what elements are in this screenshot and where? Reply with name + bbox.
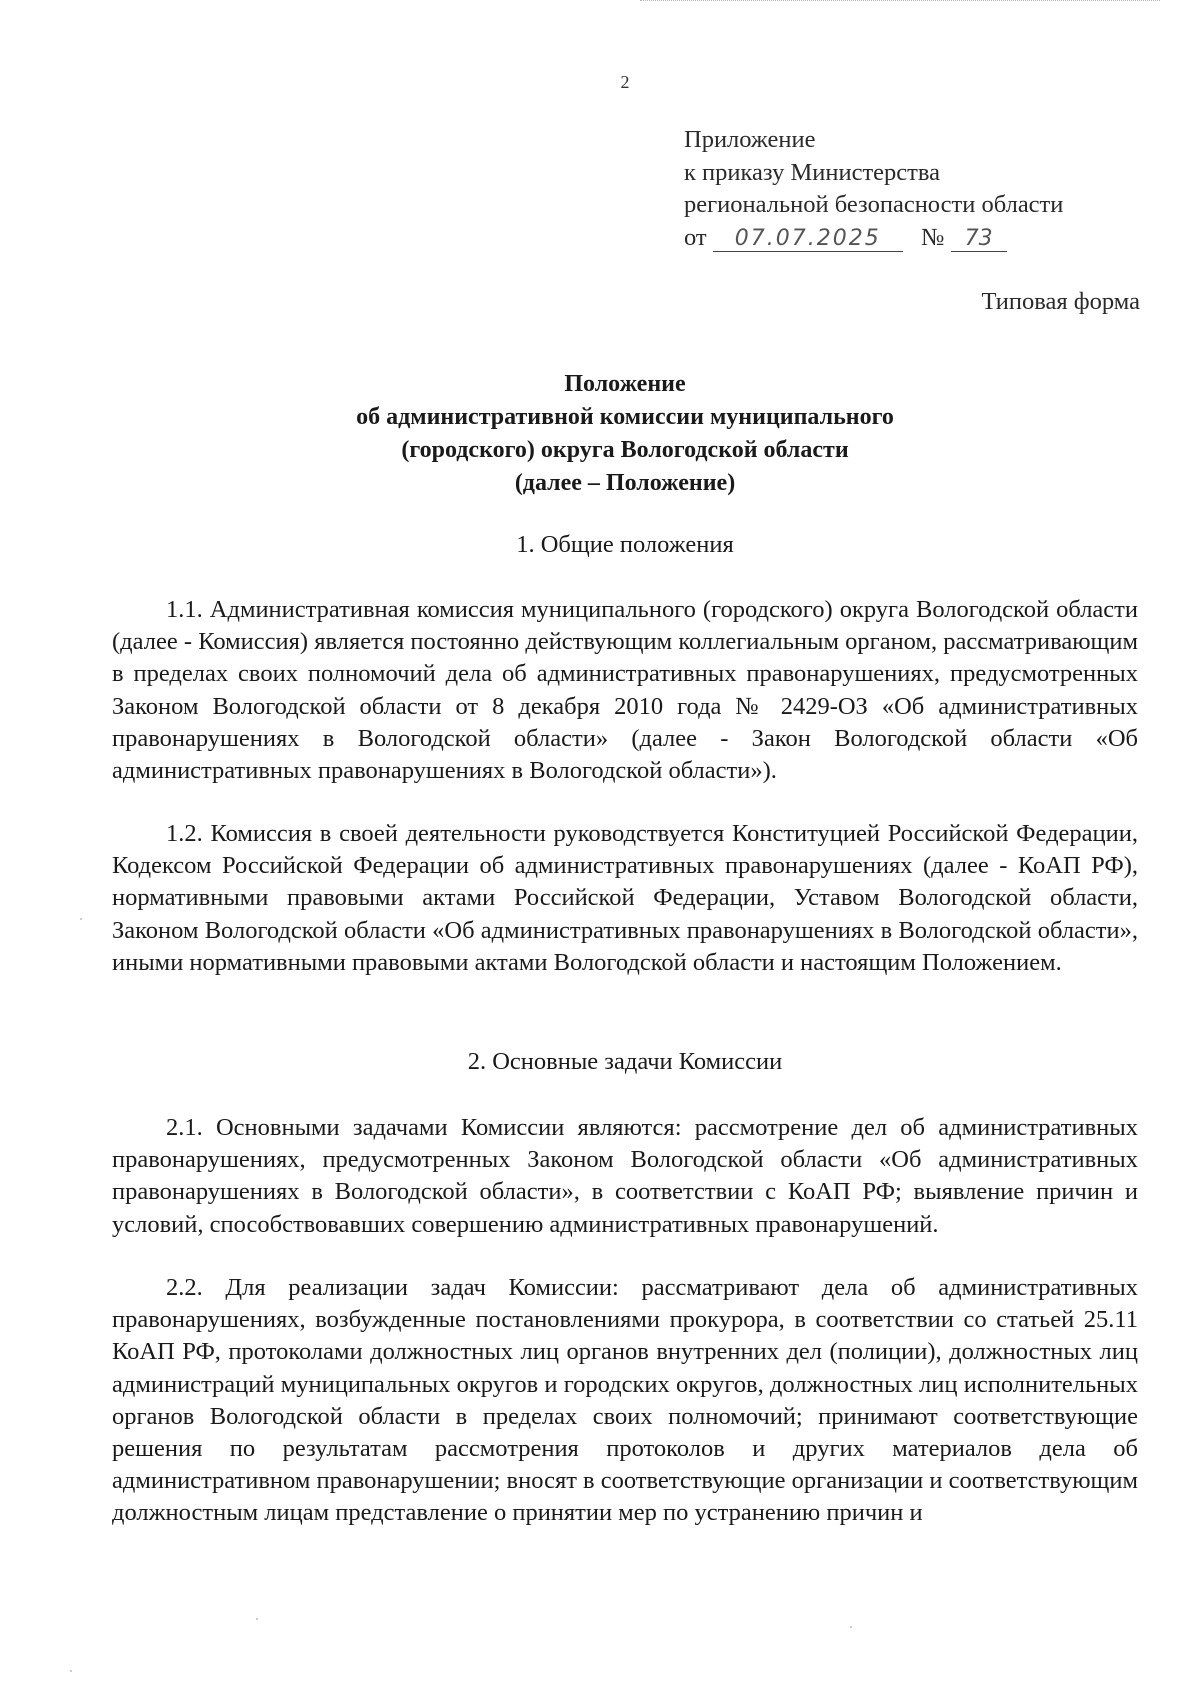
- scan-speck: [70, 1670, 72, 1672]
- appendix-title: Приложение: [684, 126, 816, 153]
- title-line-3: (городского) округа Вологодской области: [401, 437, 849, 463]
- section-1-heading: 1. Общие положения: [516, 531, 734, 558]
- appendix-date-line: [684, 222, 1063, 255]
- paragraph-2-1: 2.1. Основными задачами Комиссии являются: рассмотрение дел об административных правонарушениях, предусмотренных Законом Вологодской области «Об административных правонарушениях в Вологодской области», в соответствии с КоАП РФ; выявление причин и условий, способствовавших совершению административных правонарушений.: [112, 1114, 1138, 1238]
- scan-speck: [80, 918, 82, 920]
- handwritten-date: 07.07.2025: [713, 227, 903, 252]
- scan-speck: [850, 1626, 852, 1628]
- handwritten-number: 73: [951, 227, 1007, 252]
- section-2-heading: 2. Основные задачи Комиссии: [467, 1048, 783, 1075]
- title-line-4: (далее – Положение): [514, 470, 736, 496]
- appendix-block: [684, 124, 1063, 254]
- title-line-2: об административной комиссии муниципального: [356, 404, 894, 430]
- paragraph-1-2: 1.2. Комиссия в своей деятельности руководствуется Конституцией Российской Федерации, Кодексом Российской Федерации об административных правонарушениях (далее - КоАП РФ), нормативными правовыми актами Российской Федерации, Уставом Вологодской области, Законом Вологодской области «Об административных правонарушениях в Вологодской области», иными нормативными правовыми актами Вологодской области и настоящим Положением.: [112, 820, 1138, 976]
- scan-speck: [256, 1618, 258, 1620]
- paragraph-2-2: 2.2. Для реализации задач Комиссии: рассматривают дела об административных правонарушениях, возбужденные постановлениями прокурора, в соответствии со статьей 25.11 КоАП РФ, протоколами должностных лиц органов внутренних дел (полиции), должностных лиц администраций муниципальных округов и городских округов, должностных лиц исполнительных органов Вологодской области в пределах своих полномочий; принимают соответствующие решения по результатам рассмотрения протоколов и других материалов дела об административном правонарушении; вносят в соответствующие организации и соответствующим должностным лицам представление о принятии мер по устранению причин и: [112, 1274, 1138, 1527]
- page-number: 2: [620, 72, 630, 92]
- title-line-1: Положение: [564, 371, 686, 397]
- form-type-label: Типовая форма: [981, 288, 1140, 315]
- appendix-order-ref: к приказу Министерства: [684, 158, 940, 186]
- date-prefix: от: [684, 223, 707, 251]
- paragraph-1-1: 1.1. Административная комиссия муниципального (городского) округа Вологодской области (далее - Комиссия) является постоянно действующим коллегиальным органом, рассматривающим в пределах своих полномочий дела об административных правонарушениях, предусмотренных Законом Вологодской области от 8 декабря 2010 года № 2429-ОЗ «Об административных правонарушениях в Вологодской области» (далее - Закон Вологодской области «Об административных правонарушениях в Вологодской области»).: [112, 596, 1138, 785]
- document-title: [0, 368, 1200, 500]
- appendix-ministry: региональной безопасности области: [684, 191, 1064, 218]
- scan-edge-artifact: [640, 0, 1160, 7]
- number-prefix: №: [921, 223, 945, 251]
